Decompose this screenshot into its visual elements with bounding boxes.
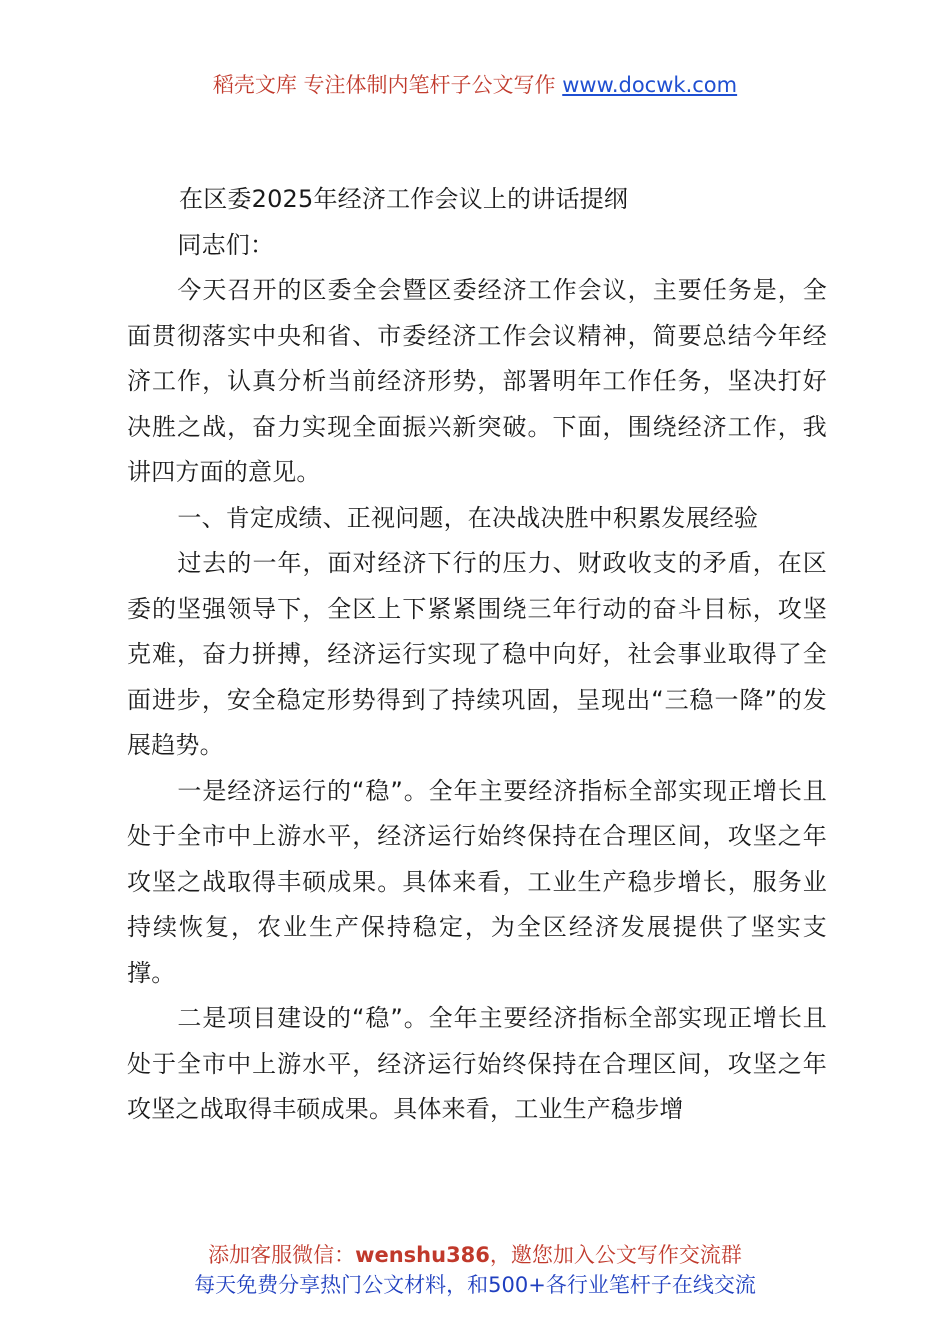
paragraph-economy-stable: 一是经济运行的“稳”。全年主要经济指标全部实现正增长且处于全市中上游水平，经济运行始终保持在合理区间，攻坚之年攻坚之战取得丰硕成果。具体来看，工业生产稳步增长，服务业持续恢复，农业生产保持稳定，为全区经济发展提供了坚实支撑。 [127,776,827,987]
paragraph-project-stable: 二是项目建设的“稳”。全年主要经济指标全部实现正增长且处于全市中上游水平，经济运行始终保持在合理区间，攻坚之年攻坚之战取得丰硕成果。具体来看，工业生产稳步增 [127,1004,827,1123]
footer-share-line: 每天免费分享热门公文材料，和500+各行业笔杆子在线交流 [194,1273,756,1297]
page-header [0,70,950,100]
document-body [127,177,827,1133]
wechat-id: wenshu386 [355,1243,490,1267]
section-heading-1: 一、肯定成绩、正视问题，在决战决胜中积累发展经验 [177,503,759,532]
paragraph-intro: 今天召开的区委全会暨区委经济工作会议，主要任务是，全面贯彻落实中央和省、市委经济工作会议精神，简要总结今年经济工作，认真分析当前经济形势，部署明年工作任务，坚决打好决胜之战，奋力实现全面振兴新突破。下面，围绕经济工作，我讲四方面的意见。 [127,276,827,486]
page-footer [0,1240,950,1300]
header-url-link[interactable]: www.docwk.com [562,73,738,97]
paragraph-review: 过去的一年，面对经济下行的压力、财政收支的矛盾，在区委的坚强领导下，全区上下紧紧围绕三年行动的奋斗目标，攻坚克难，奋力拼搏，经济运行实现了稳中向好，社会事业取得了全面进步，安全稳定形势得到了持续巩固，呈现出“三稳一降”的发展趋势。 [127,549,827,759]
document-title: 在区委2025年经济工作会议上的讲话提纲 [179,185,629,213]
footer-contact-line [0,1240,950,1270]
salutation: 同志们： [177,230,275,259]
header-brand: 稻壳文库 专注体制内笔杆子公文写作 [212,73,563,97]
footer-contact-suffix: ，邀您加入公文写作交流群 [489,1243,742,1267]
footer-contact-prefix: 添加客服微信： [208,1243,356,1267]
